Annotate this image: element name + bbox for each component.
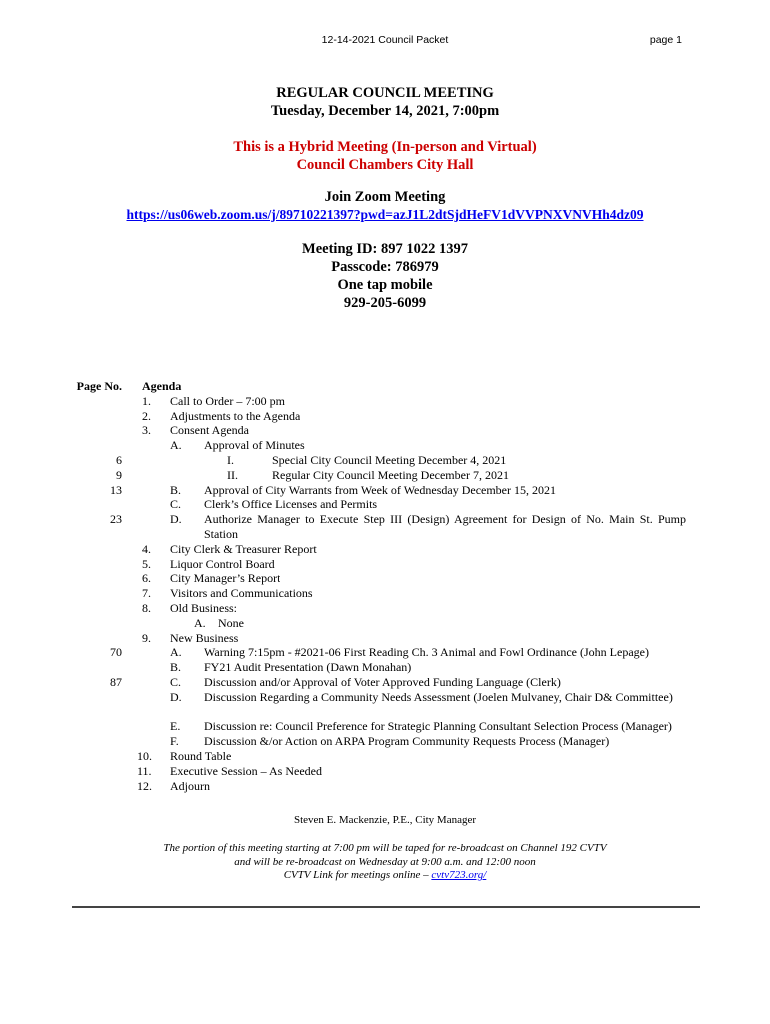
agenda-item [0, 542, 770, 557]
cvtv-link-prefix: CVTV Link for meetings online – [283, 869, 432, 881]
agenda-item-text: New Business [170, 630, 239, 645]
agenda-item-text: Discussion &/or Action on ARPA Program Community Requests Process (Manager) [204, 734, 610, 749]
broadcast-note-line-3 [0, 869, 770, 883]
agenda-item-number: 7. [142, 586, 151, 601]
agenda-item [0, 438, 770, 453]
agenda-item-number: B. [170, 660, 182, 675]
meeting-title-block [0, 84, 770, 120]
agenda-item [0, 616, 770, 631]
agenda-label: Agenda [142, 379, 182, 393]
agenda-item-number: 8. [142, 600, 151, 615]
agenda-item-number: B. [170, 482, 182, 497]
meeting-credentials [0, 240, 770, 312]
agenda-item-page: 6 [116, 452, 122, 467]
agenda-item-text: Round Table [170, 748, 232, 763]
packet-header-title: 12-14-2021 Council Packet [321, 34, 449, 46]
agenda-item-text: City Clerk & Treasurer Report [170, 541, 317, 556]
agenda-item-number: C. [170, 497, 182, 512]
agenda-item-number: 2. [142, 408, 151, 423]
agenda-item-text: Regular City Council Meeting December 7, 2021 [272, 467, 509, 482]
agenda-item-number: 9. [142, 630, 151, 645]
zoom-heading: Join Zoom Meeting [324, 189, 446, 205]
meeting-id: Meeting ID: 897 1022 1397 [302, 241, 468, 257]
agenda-item-text: Discussion Regarding a Community Needs Assessment (Joelen Mulvaney, Chair D& Committee) [204, 689, 673, 704]
agenda-item-number: E. [170, 719, 181, 734]
phone-number: 929-205-6099 [343, 295, 427, 311]
agenda-item-number: I. [227, 452, 234, 467]
meeting-date: Tuesday, December 14, 2021, 7:00pm [270, 103, 500, 119]
hybrid-notice [0, 138, 770, 174]
agenda-item-text: Special City Council Meeting December 4, 2021 [272, 452, 507, 467]
agenda-item-number: 10. [137, 748, 152, 763]
page-no-label: Page No. [76, 379, 122, 393]
agenda-item-number: 1. [142, 393, 151, 408]
agenda-item [0, 601, 770, 616]
agenda-item [0, 779, 770, 794]
hybrid-line-1: This is a Hybrid Meeting (In-person and Virtual) [233, 139, 537, 155]
agenda-item-text: Old Business: [170, 600, 238, 615]
page-number: page 1 [649, 34, 682, 46]
agenda-item-number: A. [170, 438, 182, 453]
agenda-item-number: 5. [142, 556, 151, 571]
agenda-item-text: Approval of City Warrants from Week of Wednesday December 15, 2021 [204, 482, 557, 497]
agenda-item-page: 9 [116, 467, 122, 482]
agenda-item [0, 645, 770, 660]
agenda-item-text: Clerk’s Office Licenses and Permits [204, 497, 378, 512]
agenda-item-page: 23 [110, 512, 122, 527]
agenda-item-text: Warning 7:15pm - #2021-06 First Reading Ch. 3 Animal and Fowl Ordinance (John Lepage) [204, 645, 649, 660]
agenda-item-text: None [218, 615, 244, 630]
agenda-item-text: City Manager’s Report [170, 571, 281, 586]
agenda-item-number: C. [170, 674, 182, 689]
agenda-item-text: Liquor Control Board [170, 556, 275, 571]
agenda-item-number: F. [170, 734, 179, 749]
agenda-item [0, 409, 770, 424]
agenda-item [0, 571, 770, 586]
cvtv-link[interactable]: cvtv723.org/ [431, 869, 487, 881]
agenda-item-text: Consent Agenda [170, 423, 249, 438]
agenda-item-text: Discussion re: Council Preference for Strategic Planning Consultant Selection Process (Manager) [204, 719, 672, 734]
zoom-link[interactable]: https://us06web.zoom.us/j/89710221397?pwd=azJ1L2dtSjdHeFV1dVVPNXVNVHh4dz09 [126, 207, 644, 222]
agenda-item-text: Authorize Manager to Execute Step III (Design) Agreement for Design of No. Main St. Pump Station [204, 512, 686, 541]
agenda-item [0, 453, 770, 468]
agenda-item [0, 468, 770, 483]
broadcast-note [0, 842, 770, 883]
passcode: Passcode: 786979 [331, 259, 439, 275]
agenda-item-number: 4. [142, 541, 151, 556]
agenda-item-number: A. [170, 645, 182, 660]
agenda-item [0, 423, 770, 438]
agenda-item [0, 483, 770, 498]
agenda-item-text: Discussion and/or Approval of Voter Approved Funding Language (Clerk) [204, 674, 561, 689]
agenda-item-page: 70 [110, 645, 122, 660]
agenda-item [0, 631, 770, 646]
agenda-item-number: D. [170, 689, 182, 704]
agenda-item-number: 6. [142, 571, 151, 586]
agenda-header-row [0, 379, 770, 394]
city-manager-signature: Steven E. Mackenzie, P.E., City Manager [293, 814, 477, 826]
broadcast-note-line-1: The portion of this meeting starting at 7:00 pm will be taped for re-broadcast on Channel 192 CVTV [163, 842, 607, 854]
agenda-item [0, 764, 770, 779]
agenda-item-number: A. [194, 615, 206, 630]
agenda-item-text: Executive Session – As Needed [170, 763, 322, 778]
agenda-item-page: 13 [110, 482, 122, 497]
agenda-item-text: Approval of Minutes [204, 438, 305, 453]
agenda-item-text: Call to Order – 7:00 pm [170, 393, 285, 408]
agenda-item [0, 557, 770, 572]
broadcast-note-line-2: and will be re-broadcast on Wednesday at 9:00 a.m. and 12:00 noon [234, 855, 536, 868]
agenda-item [0, 586, 770, 601]
agenda-item-text: FY21 Audit Presentation (Dawn Monahan) [204, 660, 412, 675]
agenda-item-text: Adjustments to the Agenda [170, 408, 301, 423]
agenda-item-page: 87 [110, 674, 122, 689]
zoom-block [0, 188, 770, 224]
agenda-item-number: D. [170, 512, 182, 527]
one-tap-label: One tap mobile [337, 277, 433, 293]
agenda-item [0, 734, 770, 749]
hybrid-line-2: Council Chambers City Hall [296, 157, 474, 173]
agenda-item-text: Visitors and Communications [170, 586, 313, 601]
agenda-item-number: II. [227, 467, 238, 482]
agenda-item [0, 749, 770, 764]
agenda-item [0, 497, 770, 512]
meeting-title: REGULAR COUNCIL MEETING [276, 85, 494, 101]
agenda-item-number: 12. [137, 778, 152, 793]
agenda-item [0, 675, 770, 690]
agenda-table [0, 379, 770, 793]
agenda-item [0, 394, 770, 409]
page-divider [72, 906, 700, 908]
agenda-item-text: Adjourn [170, 778, 210, 793]
agenda-item-number: 3. [142, 423, 151, 438]
agenda-item-number: 11. [137, 763, 152, 778]
agenda-item [0, 660, 770, 675]
agenda-item [0, 512, 770, 542]
agenda-item [0, 690, 770, 720]
agenda-item [0, 719, 770, 734]
